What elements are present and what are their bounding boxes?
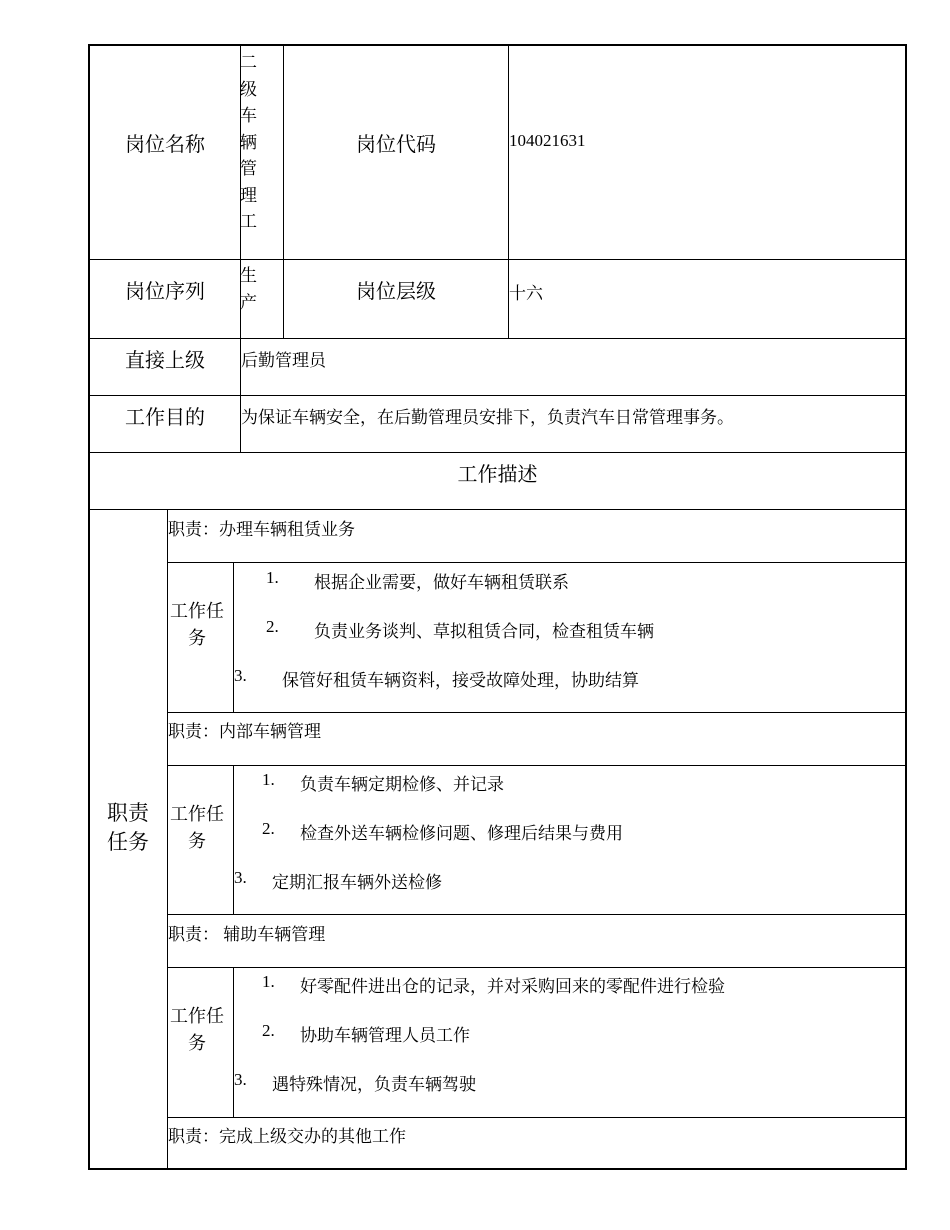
duty-1-task-1: 根据企业需要，做好车辆租赁联系 — [314, 573, 569, 592]
duty-2-task-1: 负责车辆定期检修、并记录 — [300, 775, 504, 794]
outer-border-right — [905, 44, 907, 1170]
task-col-rule-2 — [233, 765, 234, 915]
duty-3-task-3-num: 3. — [234, 1070, 247, 1089]
duty-3-task-3: 遇特殊情况，负责车辆驾驶 — [272, 1075, 476, 1094]
duty-1-task-2-num: 2. — [266, 617, 279, 636]
post-code-value: 104021631 — [509, 131, 586, 150]
duty-3-task-label: 工作任务 — [170, 1006, 224, 1053]
duty-rule-3a — [167, 967, 907, 968]
duty-rule-1b — [167, 712, 907, 713]
post-name-label: 岗位名称 — [125, 134, 205, 156]
task-col-rule-3 — [233, 967, 234, 1117]
duty-4-title: 职责：完成上级交办的其他工作 — [168, 1127, 406, 1146]
superior-value: 后勤管理员 — [241, 351, 326, 370]
duty-rule-1a — [167, 562, 907, 563]
duty-3-title: 职责： 辅助车辆管理 — [168, 925, 326, 944]
superior-label: 直接上级 — [125, 349, 205, 372]
duty-rule-3b — [167, 1117, 907, 1118]
duty-3-task-1: 好零配件进出仓的记录，并对采购回来的零配件进行检验 — [300, 977, 725, 996]
duty-rule-2a — [167, 765, 907, 766]
post-level-label: 岗位层级 — [356, 280, 436, 303]
task-col-rule-1 — [233, 562, 234, 712]
duties-label: 职责任务 — [107, 801, 149, 854]
duty-2-task-label: 工作任务 — [170, 804, 224, 851]
duty-3-task-2-num: 2. — [262, 1021, 275, 1040]
post-code-label: 岗位代码 — [356, 134, 436, 156]
purpose-value: 为保证车辆安全，在后勤管理员安排下，负责汽车日常管理事务。 — [241, 408, 734, 427]
duty-1-title: 职责：办理车辆租赁业务 — [168, 520, 355, 539]
post-series-value: 生产 — [240, 266, 257, 312]
purpose-label: 工作目的 — [125, 406, 205, 429]
post-series-label: 岗位序列 — [125, 280, 205, 303]
duty-2-title: 职责：内部车辆管理 — [168, 722, 321, 741]
duty-1-task-1-num: 1. — [266, 568, 279, 587]
rule-after-description — [88, 509, 907, 510]
duty-3-task-2: 协助车辆管理人员工作 — [300, 1026, 470, 1045]
description-title: 工作描述 — [457, 463, 538, 486]
outer-border-bottom — [88, 1168, 907, 1170]
duty-1-task-3: 保管好租赁车辆资料，接受故障处理，协助结算 — [282, 671, 639, 690]
post-level-value: 十六 — [509, 284, 543, 303]
duty-2-task-2-num: 2. — [262, 819, 275, 838]
duty-2-task-3-num: 3. — [234, 868, 247, 887]
duty-2-task-2: 检查外送车辆检修问题、修理后结果与费用 — [300, 824, 623, 843]
duty-1-task-2: 负责业务谈判、草拟租赁合同，检查租赁车辆 — [314, 622, 654, 641]
duty-rule-2b — [167, 914, 907, 915]
duty-3-task-1-num: 1. — [262, 972, 275, 991]
duty-2-task-1-num: 1. — [262, 770, 275, 789]
post-name-value: 二级车辆管理工 — [240, 53, 257, 231]
duty-1-task-3-num: 3. — [234, 666, 247, 685]
duty-2-task-3: 定期汇报车辆外送检修 — [272, 873, 442, 892]
duty-1-task-label: 工作任务 — [170, 601, 224, 648]
